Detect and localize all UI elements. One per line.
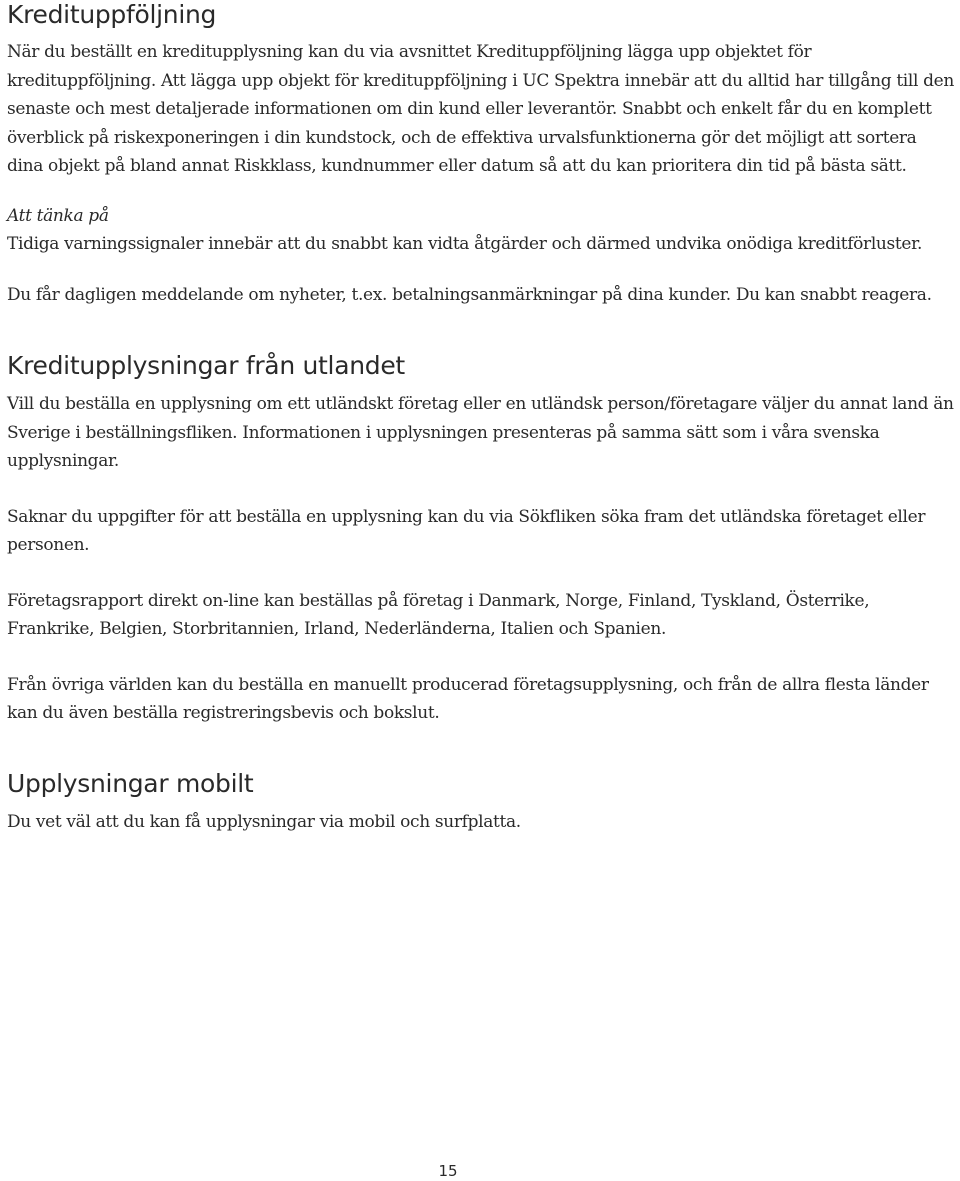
paragraph-varningssignaler: Tidiga varningssignaler innebär att du snabbt kan vidta åtgärder och därmed undvika onödiga kreditförluster. bbox=[7, 234, 923, 254]
document-page bbox=[7, 0, 957, 836]
section-heading-upplysningar-mobilt: Upplysningar mobilt bbox=[7, 768, 254, 798]
paragraph-utlandskt-foretag: Vill du beställa en upplysning om ett utländskt företag eller en utländsk person/företagare väljer du annat land än Sverige i beställningsfliken. Informationen i upplysningen presenteras på samma sätt som i våra svenska upplysningar. bbox=[7, 394, 954, 471]
paragraph-kredituppfoljning-intro: När du beställt en kreditupplysning kan du via avsnittet Kredituppföljning lägga upp objektet för kredituppföljning. Att lägga upp objekt för kredituppföljning i UC Spektra innebär att du alltid har tillgång till den senaste och mest detaljerade informationen om din kund eller leverantör. Snabbt och enkelt får du en komplett överblick på riskexponeringen i din kundstock, och de effektiva urvalsfunktionerna gör det möjligt att sortera dina objekt på bland annat Riskklass, kundnummer eller datum så att du kan prioritera din tid på bästa sätt. bbox=[7, 42, 954, 176]
paragraph-ovriga-varlden: Från övriga världen kan du beställa en manuellt producerad företagsupplysning, och från de allra flesta länder kan du även beställa registreringsbevis och bokslut. bbox=[7, 674, 929, 723]
page-number: 15 bbox=[438, 1162, 458, 1180]
paragraph-mobil-surfplatta: Du vet väl att du kan få upplysningar via mobil och surfplatta. bbox=[7, 811, 521, 832]
paragraph-dagligen-meddelande: Du får dagligen meddelande om nyheter, t.ex. betalningsanmärkningar på dina kunder. Du kan snabbt reagera. bbox=[7, 284, 932, 305]
paragraph-sokfliken: Saknar du uppgifter för att beställa en upplysning kan du via Sökfliken söka fram det utländska företaget eller personen. bbox=[7, 506, 926, 555]
paragraph-foretagsrapport-lander: Företagsrapport direkt on-line kan beställas på företag i Danmark, Norge, Finland, Tyskland, Österrike, Frankrike, Belgien, Storbritannien, Irland, Nederländerna, Italien och Spanien. bbox=[7, 590, 870, 639]
subheading-att-tanka-pa: Att tänka på bbox=[7, 205, 109, 226]
section-heading-kreditupplysningar-utlandet: Kreditupplysningar från utlandet bbox=[7, 351, 405, 380]
section-heading-kredituppfoljning: Kredituppföljning bbox=[7, 0, 217, 29]
